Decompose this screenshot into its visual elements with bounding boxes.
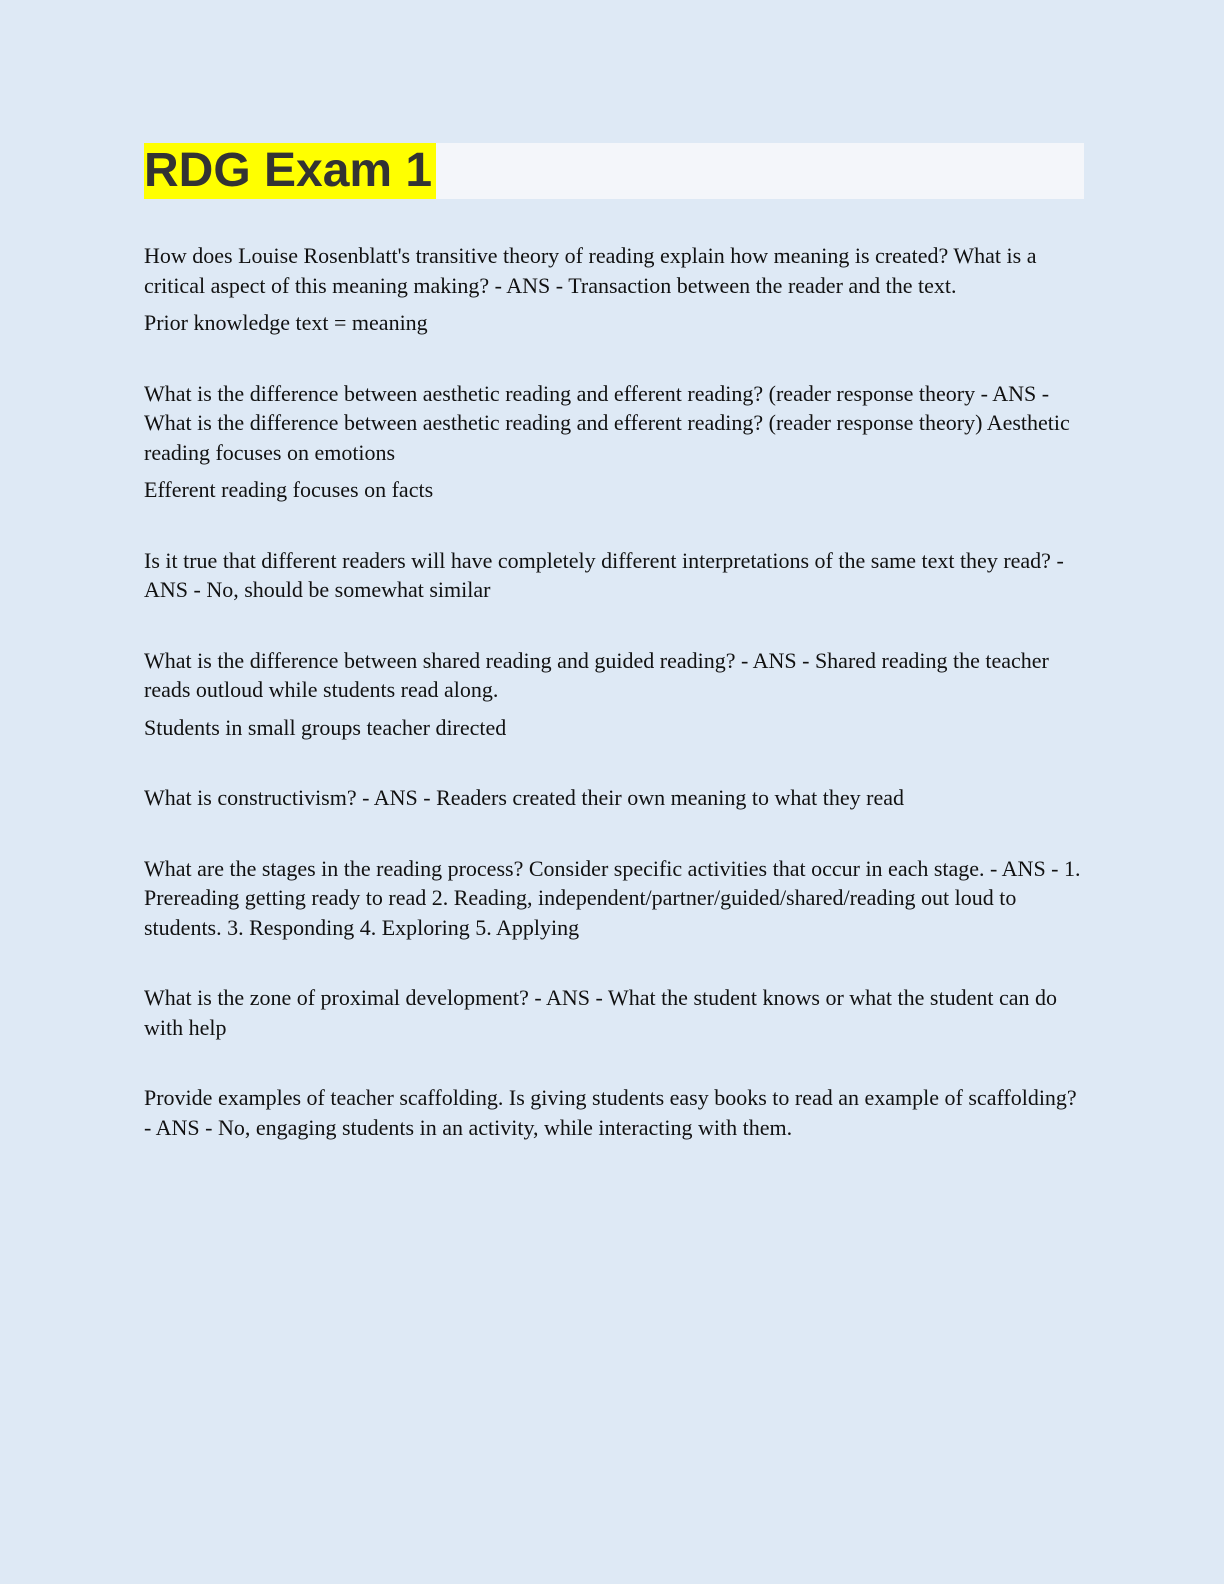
qa-list	[144, 241, 1084, 1142]
qa-paragraph: What is the difference between aesthetic reading and efferent reading? (reader response theory - ANS - What is the difference between aesthetic reading and efferent reading? (reader response theory) Aesthetic reading focuses on emotions	[144, 380, 1070, 465]
qa-paragraph: Efferent reading focuses on facts	[144, 477, 434, 502]
qa-item	[144, 379, 1084, 505]
qa-paragraph: What is constructivism? - ANS - Readers created their own meaning to what they read	[144, 785, 904, 810]
qa-item	[144, 854, 1084, 943]
qa-item	[144, 646, 1084, 743]
qa-paragraph: What are the stages in the reading process? Consider specific activities that occur in each stage. - ANS - 1. Prereading getting ready to read 2. Reading, independent/partner/guided/shared/reading out loud to students. 3. Responding 4. Exploring 5. Applying	[144, 855, 1081, 940]
qa-item	[144, 1083, 1084, 1142]
qa-paragraph: Prior knowledge text = meaning	[144, 310, 428, 335]
qa-paragraph: Students in small groups teacher directed	[144, 714, 507, 740]
document-title: RDG Exam 1	[144, 143, 436, 199]
qa-item	[144, 546, 1084, 605]
document-page	[144, 143, 1084, 1183]
qa-paragraph: What is the zone of proximal development? - ANS - What the student knows or what the student can do with help	[144, 985, 1057, 1040]
title-bar	[144, 143, 1084, 199]
qa-item	[144, 783, 1084, 813]
qa-item	[144, 983, 1084, 1042]
qa-paragraph: What is the difference between shared reading and guided reading? - ANS - Shared reading the teacher reads outloud while students read along.	[144, 647, 1049, 702]
qa-item	[144, 241, 1084, 338]
qa-paragraph: How does Louise Rosenblatt's transitive theory of reading explain how meaning is created? What is a critical aspect of this meaning making? - ANS - Transaction between the reader and the text.	[144, 243, 1037, 298]
qa-paragraph: Provide examples of teacher scaffolding. Is giving students easy books to read an example of scaffolding? - ANS - No, engaging students in an activity, while interacting with them.	[144, 1085, 1077, 1140]
qa-paragraph: Is it true that different readers will have completely different interpretations of the same text they read? - ANS - No, should be somewhat similar	[144, 547, 1064, 602]
